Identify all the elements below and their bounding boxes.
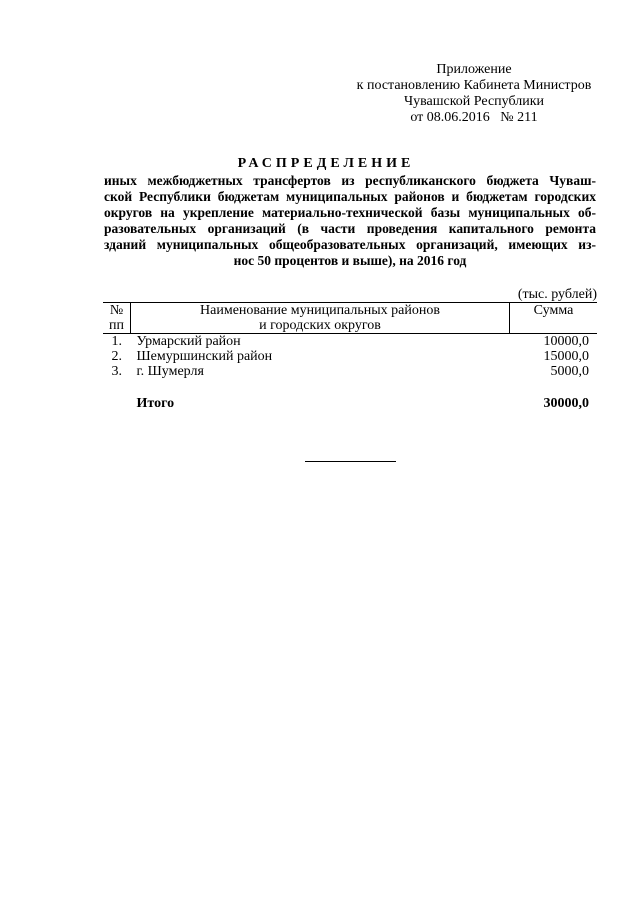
table-row [103,334,597,350]
unit-label: (тыс. рублей) [517,287,597,302]
row-sum: 15000,0 [543,349,589,364]
header-name [131,303,510,334]
row-name: г. Шумерля [136,364,204,379]
total-label: Итого [136,396,175,411]
header-number-line-2: пп [109,318,124,333]
header-name-line-2: и городских округов [259,318,381,333]
row-sum: 5000,0 [550,364,589,379]
subtitle-line: разовательных организаций (в части проведения капитального ремонта [104,221,596,236]
row-name: Шемуршинский район [136,349,273,364]
row-name: Урмарский район [136,334,241,349]
document-title: РАСПРЕДЕЛЕНИЕ [237,156,415,171]
header-number [103,303,131,334]
subtitle-line: зданий муниципальных общеобразовательных организаций, имеющих из- [104,237,596,252]
header-number-line-1: № [109,303,124,318]
header-sum: Сумма [510,303,598,334]
subtitle-line: нос 50 процентов и выше), на 2016 год [233,253,467,268]
appendix-line-4: от 08.06.2016 № 211 [410,110,538,125]
row-number: 1. [111,334,122,349]
table-header-row [103,303,597,334]
row-number: 3. [111,364,122,379]
table-total-row [103,396,597,411]
table-spacer-row [103,379,597,396]
document-subtitle [104,173,596,269]
appendix-block [352,62,596,126]
subtitle-line: иных межбюджетных трансфертов из республиканского бюджета Чуваш- [104,173,596,188]
row-number: 2. [111,349,122,364]
table-row [103,364,597,379]
row-sum: 10000,0 [543,334,589,349]
appendix-line-2: к постановлению Кабинета Министров [356,78,592,93]
subtitle-line: ской Республики бюджетам муниципальных районов и бюджетам городских [104,189,596,204]
table-row [103,349,597,364]
distribution-table [103,302,597,411]
subtitle-line: округов на укрепление материально-технической базы муниципальных об- [104,205,596,220]
header-name-line-1: Наименование муниципальных районов [200,303,440,318]
total-sum: 30000,0 [543,396,589,411]
appendix-line-3: Чувашской Республики [403,94,545,109]
end-divider [305,461,396,462]
appendix-line-1: Приложение [436,62,512,77]
